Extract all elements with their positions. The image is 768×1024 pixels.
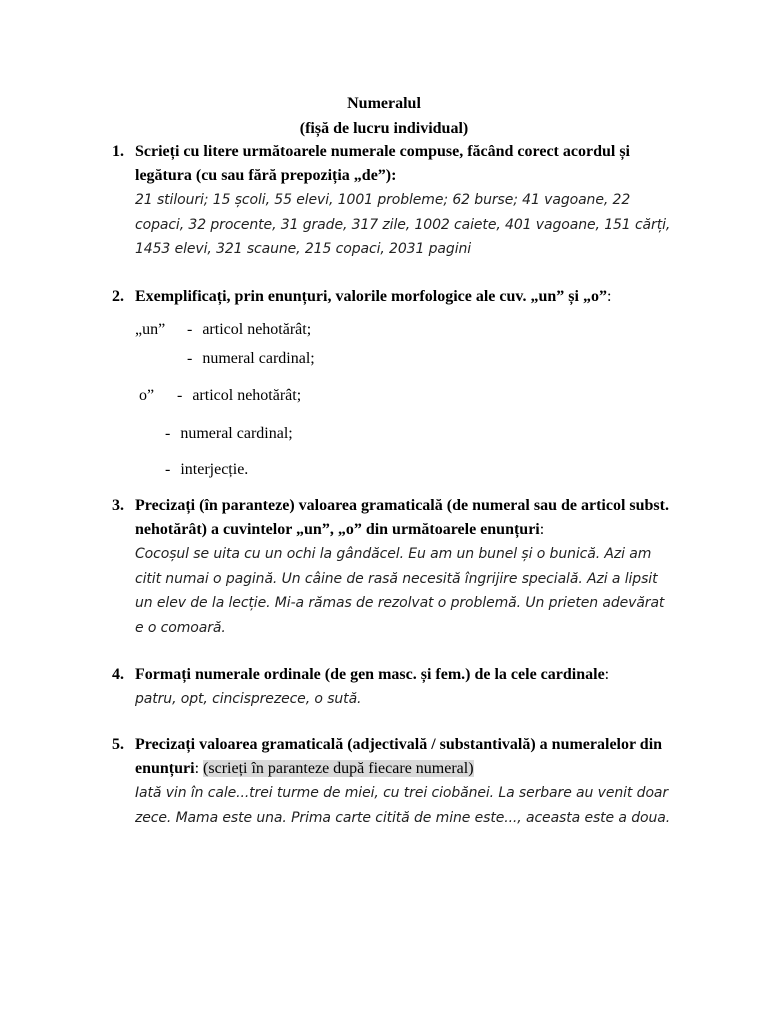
exercise-number: 4. (112, 666, 124, 683)
exercise-4 (112, 663, 672, 712)
exercise-example: patru, opt, cincisprezece, o sută. (135, 691, 362, 707)
exercise-5 (112, 733, 672, 830)
exercise-3 (112, 494, 672, 640)
page-title: Numeralul (347, 95, 421, 112)
exercise-1 (112, 140, 672, 262)
exercise-example: 21 stilouri; 15 școli, 55 elevi, 1001 probleme; 62 burse; 41 vagoane, 22 copaci, 32 procente, 31 grade, 317 zile, 1002 caiete, 401 vagoane, 151 cărți, 1453 elevi, 321 scaune, 215 copaci, 2031 pagini (135, 192, 671, 257)
exercise-2 (112, 285, 672, 309)
morph-bullet: „un” - articol nehotărât; (135, 321, 312, 338)
exercise-number: 1. (112, 143, 124, 160)
exercise-number: 5. (112, 736, 124, 753)
exercise-question: Precizați (în paranteze) valoarea gramaticală (de numeral sau de articol subst. nehotărât) a cuvintelor „un”, „o” din următoarele enunțuri: (135, 497, 669, 538)
morph-bullet: - interjecție. (165, 461, 249, 478)
page-subtitle: (fișă de lucru individual) (299, 120, 469, 137)
exercise-example: Iată vin în cale...trei turme de miei, cu trei ciobănei. La serbare au venit doar zece. Mama este una. Prima carte citită de mine este..., aceasta este a doua. (135, 785, 671, 826)
exercise-number: 2. (112, 288, 124, 305)
morph-bullet: - numeral cardinal; (165, 425, 293, 442)
morph-bullet: o” - articol nehotărât; (139, 387, 302, 404)
exercise-question: Exemplificați, prin enunțuri, valorile morfologice ale cuv. „un” și „o”: (135, 288, 612, 305)
exercise-question: Precizați valoarea gramaticală (adjectivală / substantivală) a numeralelor din enunțuri: (scrieți în paranteze după fiecare numeral) (135, 736, 663, 777)
morph-bullet: - numeral cardinal; (187, 350, 315, 367)
exercise-number: 3. (112, 497, 124, 514)
exercise-example: Cocoșul se uita cu un ochi la gândăcel. Eu am un bunel și o bunică. Azi am citit numai o pagină. Un câine de rasă necesită îngrijire specială. Azi a lipsit un elev de la lecție. Mi-a rămas de rezolvat o problemă. Un prieten adevărat e o comoară. (135, 546, 665, 636)
highlighted-instruction: (scrieți în paranteze după fiecare numeral) (203, 760, 474, 777)
exercise-question: Formați numerale ordinale (de gen masc. și fem.) de la cele cardinale: (135, 666, 610, 683)
exercise-question: Scrieți cu litere următoarele numerale compuse, făcând corect acordul și legătura (cu sau fără prepoziția „de”): (135, 143, 630, 184)
